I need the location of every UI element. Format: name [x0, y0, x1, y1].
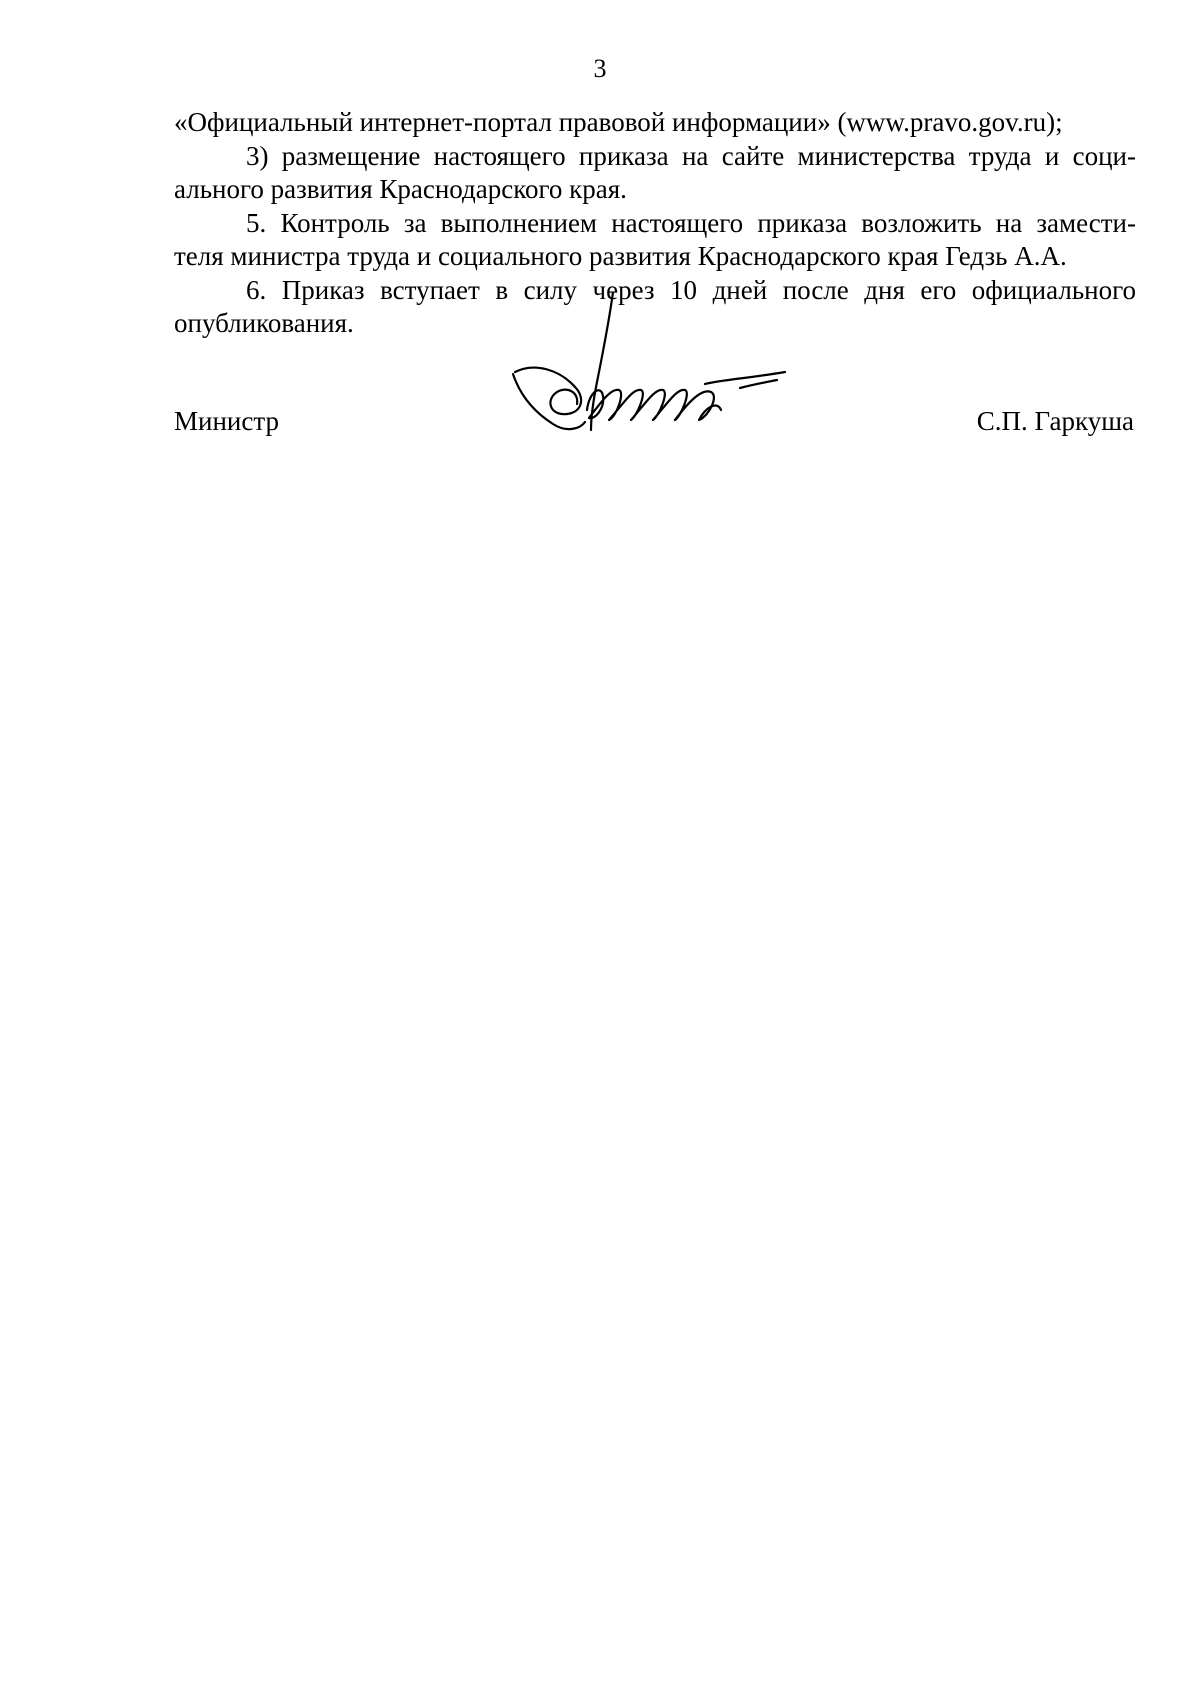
signatory-name: С.П. Гаркуша: [976, 406, 1134, 436]
paragraph-line-portal: «Официальный интернет-портал правовой информации» (www.pravo.gov.ru);: [174, 107, 1063, 137]
item-3-line-1: 3) размещение настоящего приказа на сайте министерства труда и соци-: [246, 140, 1136, 171]
item-3-line-2: ального развития Краснодарского края.: [174, 174, 627, 204]
signatory-title: Министр: [174, 406, 279, 436]
item-5-line-2: теля министра труда и социального развития Краснодарского края Гедзь А.А.: [174, 241, 1067, 271]
item-6-line-1: 6. Приказ вступает в силу через 10 дней после дня его официального: [246, 274, 1136, 305]
item-5-line-1: 5. Контроль за выполнением настоящего приказа возложить на замести-: [246, 207, 1136, 238]
item-6-line-2: опубликования.: [174, 308, 354, 338]
page-number: 3: [593, 54, 607, 83]
handwritten-signature: [505, 292, 805, 452]
